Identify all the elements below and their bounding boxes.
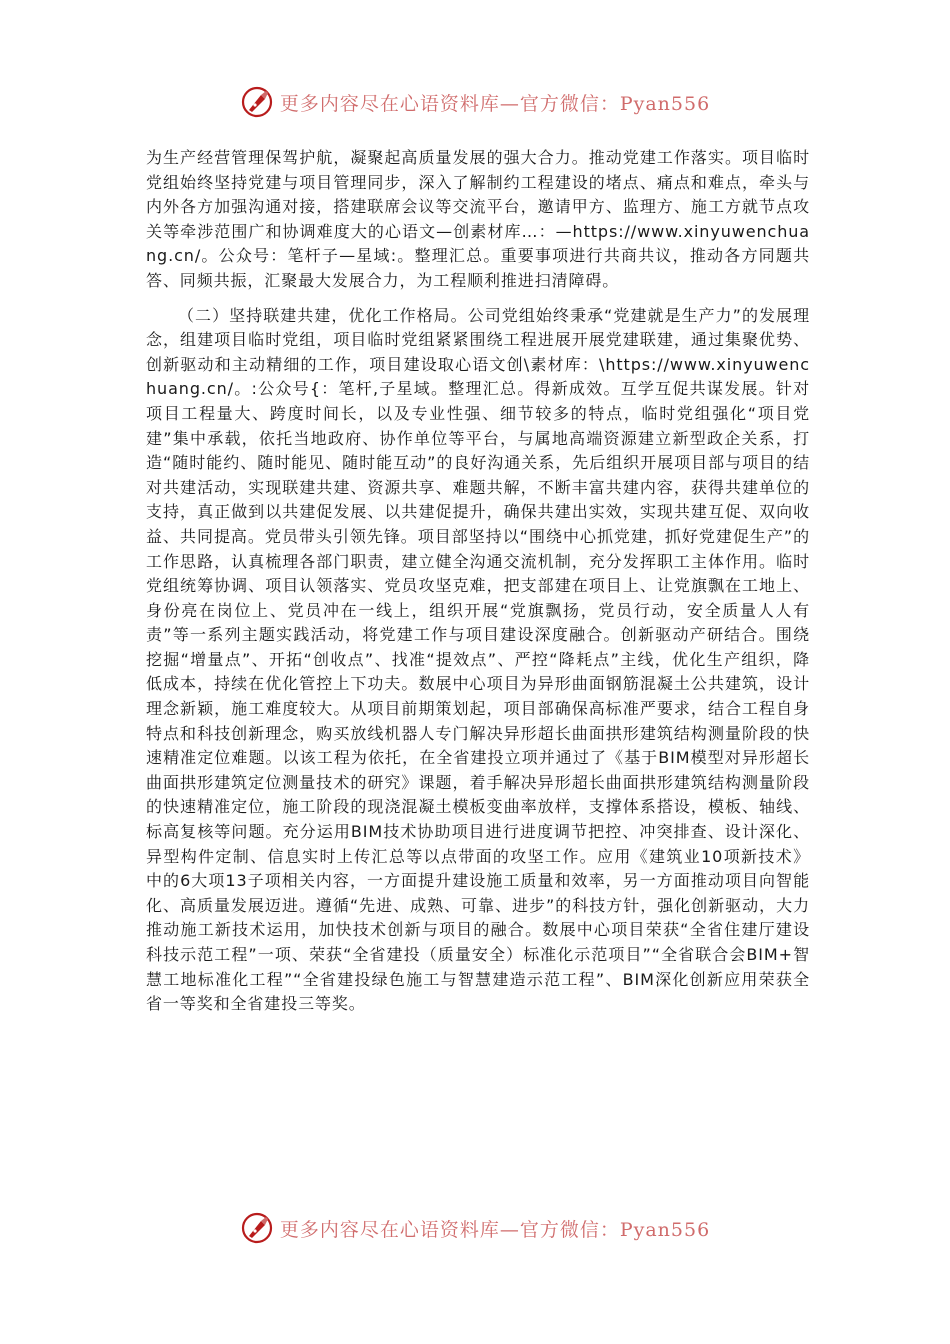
header-banner <box>0 82 950 122</box>
footer-banner-text: 更多内容尽在心语资料库—官方微信：Pyan556 <box>279 1218 711 1241</box>
pen-nib-logo-icon <box>240 1211 274 1245</box>
pen-nib-logo-icon <box>240 85 274 119</box>
body-paragraph-2: （二）坚持联建共建，优化工作格局。公司党组始终秉承“党建就是生产力”的发展理念，组建项目临时党组，项目临时党组紧紧围绕工程进展开展党建联建，通过集聚优势、创新驱动和主动精细的工作，项目建设取心语文创\素材库：\https://www.xinyuwenchuang.cn/。:公众号{：笔杆,子星域。整理汇总。得新成效。互学互促共谋发展。针对项目工程量大、跨度时间长，以及专业性强、细节较多的特点，临时党组强化“项目党建”集中承载，依托当地政府、协作单位等平台，与属地高端资源建立新型政企关系，打造“随时能约、随时能见、随时能互动”的良好沟通关系，先后组织开展项目部与项目的结对共建活动，实现联建共建、资源共享、难题共解，不断丰富共建内容，获得共建单位的支持，真正做到以共建促发展、以共建促提升，确保共建出实效，实现共建互促、双向收益、共同提高。党员带头引领先锋。项目部坚持以“围绕中心抓党建，抓好党建促生产”的工作思路，认真梳理各部门职责，建立健全沟通交流机制，充分发挥职工主体作用。临时党组统筹协调、项目认领落实、党员攻坚克难，把支部建在项目上、让党旗飘在工地上、身份亮在岗位上、党员冲在一线上，组织开展“党旗飘扬，党员行动，安全质量人人有责”等一系列主题实践活动，将党建工作与项目建设深度融合。创新驱动产研结合。围绕挖掘“增量点”、开拓“创收点”、找准“提效点”、严控“降耗点”主线，优化生产组织，降低成本，持续在优化管控上下功夫。数展中心项目为异形曲面钢筋混凝土公共建筑，设计理念新颖，施工难度较大。从项目前期策划起，项目部确保高标准严要求，结合工程自身特点和科技创新理念，购买放线机器人专门解决异形超长曲面拱形建筑结构测量阶段的快速精准定位难题。以该工程为依托，在全省建投立项并通过了《基于BIM模型对异形超长曲面拱形建筑定位测量技术的研究》课题，着手解决异形超长曲面拱形建筑结构测量阶段的快速精准定位，施工阶段的现浇混凝土模板变曲率放样，支撑体系搭设，模板、轴线、标高复核等问题。充分运用BIM技术协助项目进行进度调节把控、冲突排查、设计深化、异型构件定制、信息实时上传汇总等以点带面的攻坚工作。应用《建筑业10项新技术》中的6大项13子项相关内容，一方面提升建设施工质量和效率，另一方面推动项目向智能化、高质量发展迈进。遵循“先进、成熟、可靠、进步”的科技方针，强化创新驱动，大力推动施工新技术运用，加快技术创新与项目的融合。数展中心项目荣获“全省住建厅建设科技示范工程”一项、荣获“全省建投（质量安全）标准化示范项目”“全省联合会BIM+智慧工地标准化工程”“全省建投绿色施工与智慧建造示范工程”、BIM深化创新应用荣获全省一等奖和全省建投三等奖。 <box>146 305 810 1014</box>
footer-banner <box>0 1208 950 1248</box>
header-banner-text: 更多内容尽在心语资料库—官方微信：Pyan556 <box>279 92 711 115</box>
header-banner-inner <box>240 85 710 119</box>
document-body <box>146 146 810 1017</box>
body-paragraph-1: 为生产经营管理保驾护航，凝聚起高质量发展的强大合力。推动党建工作落实。项目临时党组始终坚持党建与项目管理同步，深入了解制约工程建设的堵点、痛点和难点，牵头与内外各方加强沟通对接，搭建联席会议等交流平台，邀请甲方、监理方、施工方就节点攻关等牵涉范围广和协调难度大的心语文—创素材库…：—https://www.xinyuwenchuang.cn/。公众号：笔杆子—星域:。整理汇总。重要事项进行共商共议，推动各方同题共答、同频共振，汇聚最大发展合力，为工程顺利推进扫清障碍。 <box>146 148 810 290</box>
footer-banner-inner <box>240 1211 710 1245</box>
